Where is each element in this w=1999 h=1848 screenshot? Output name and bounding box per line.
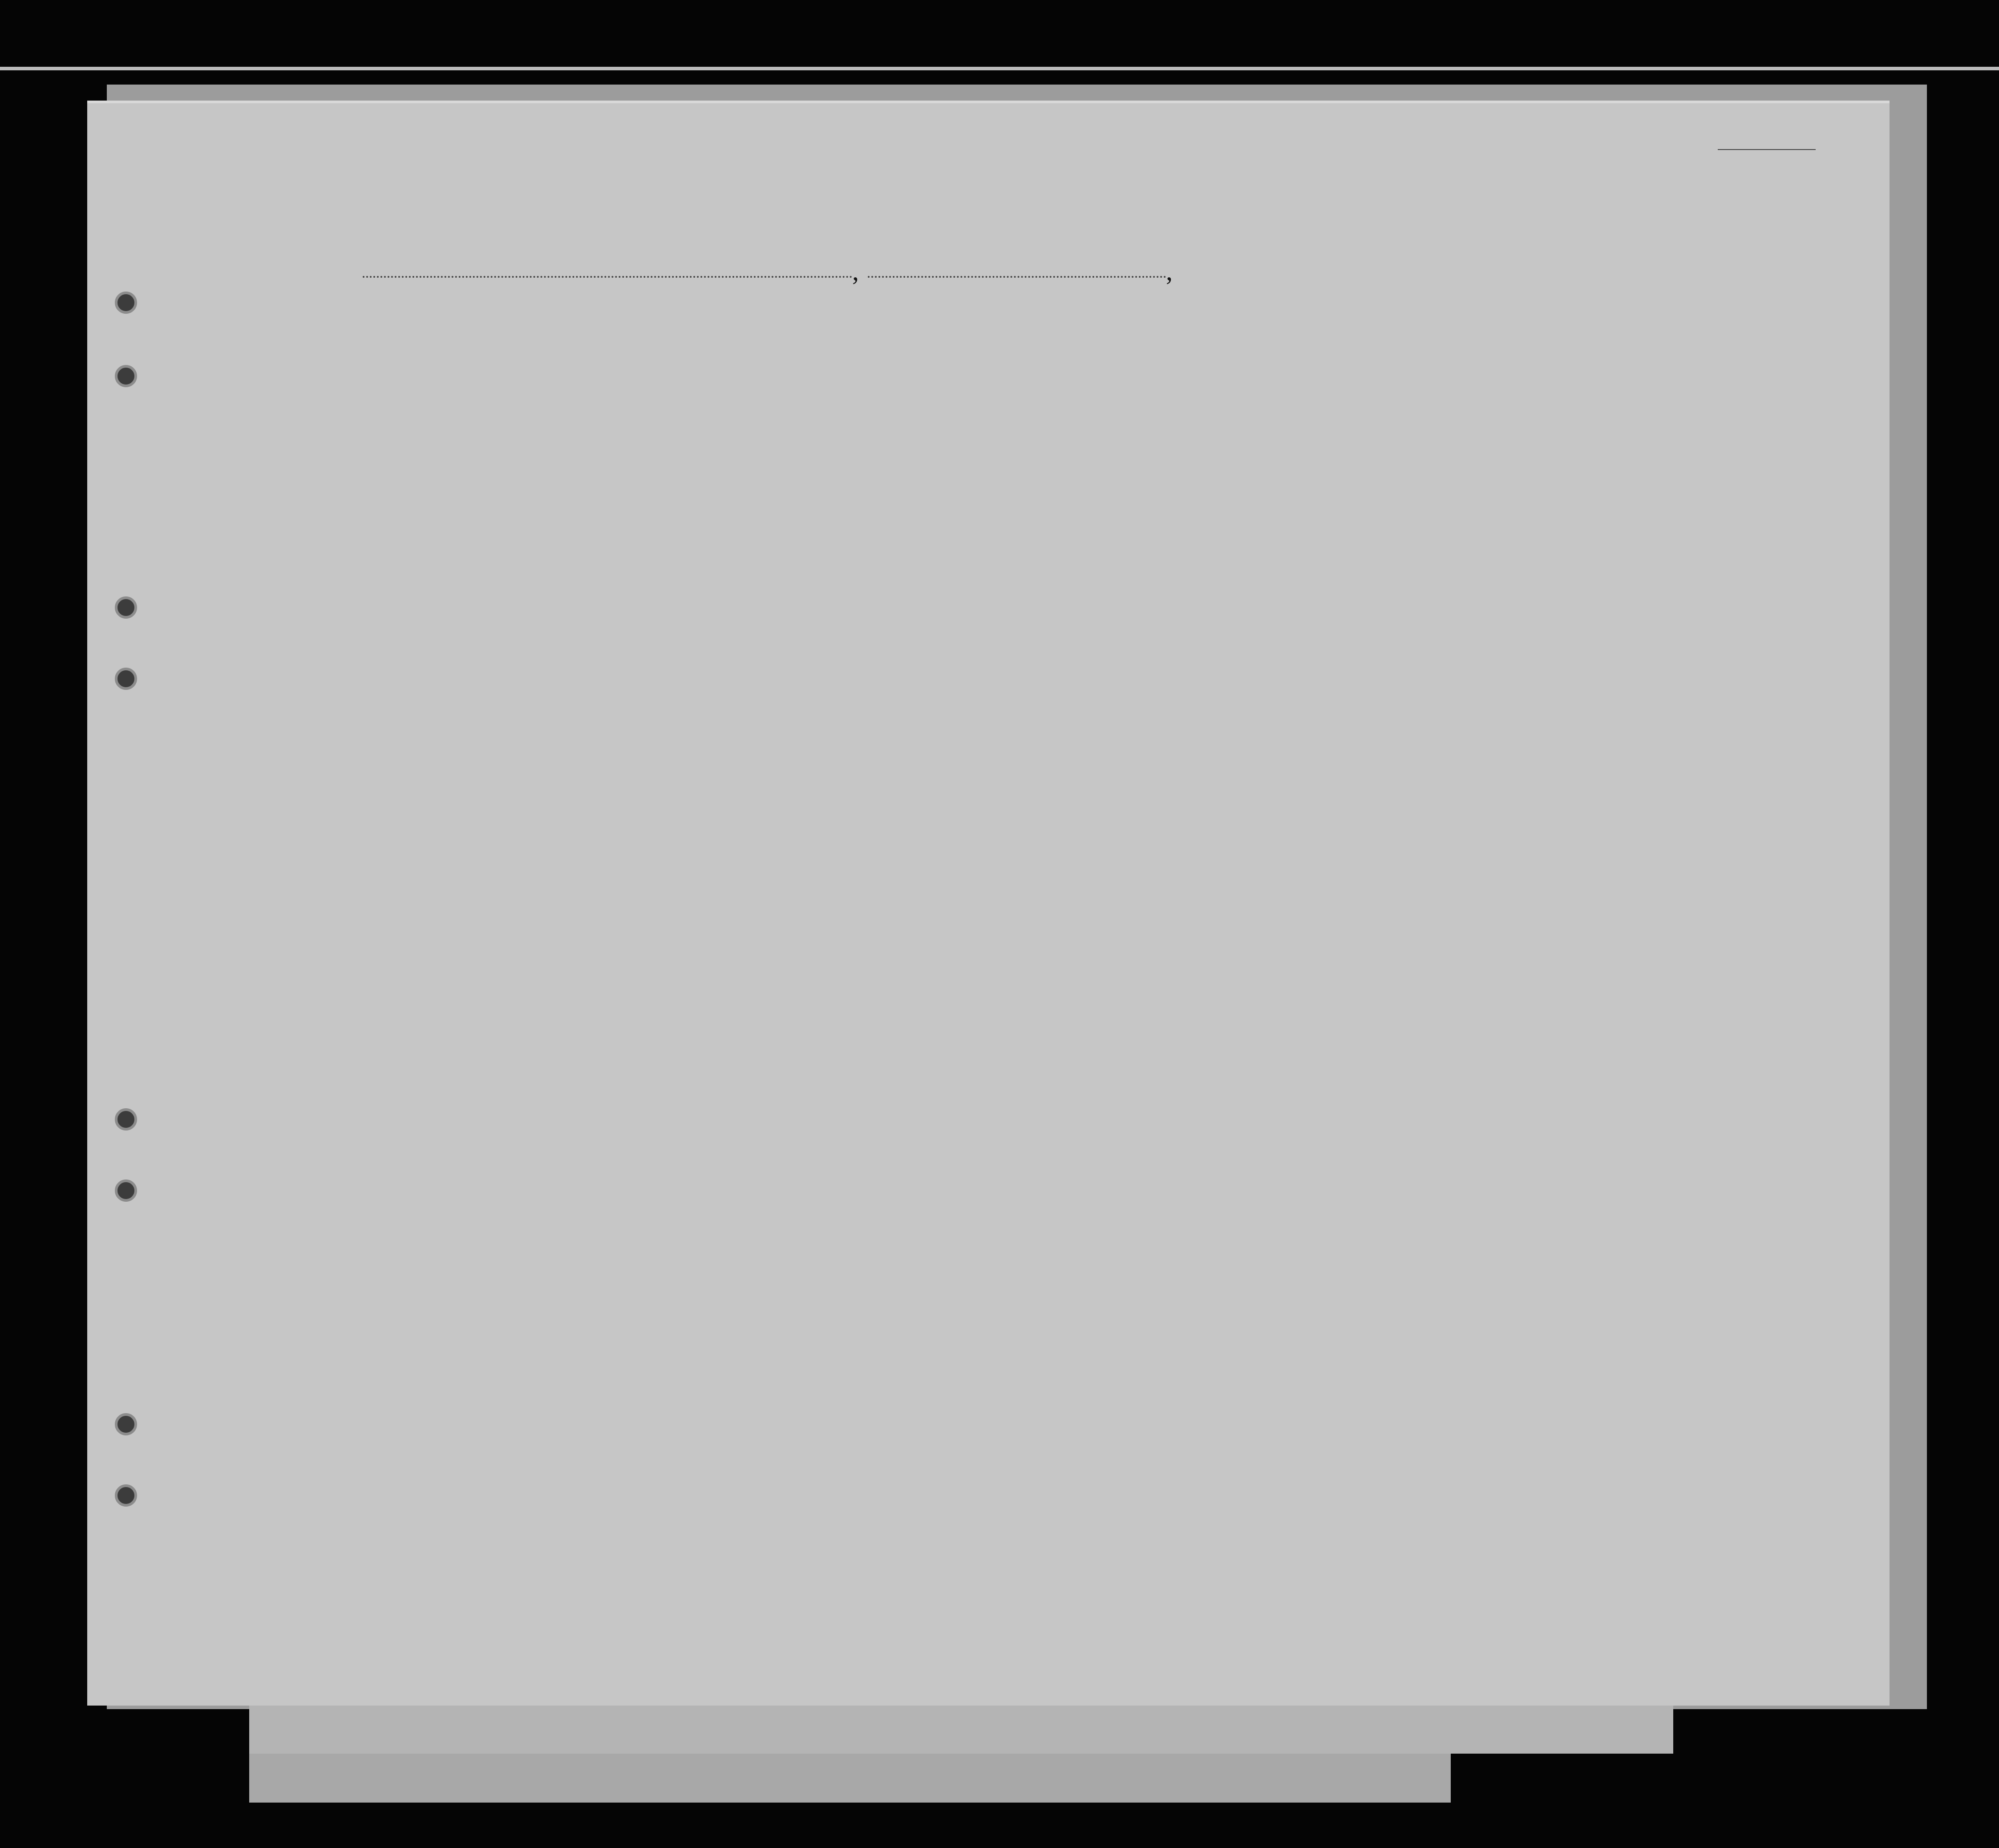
header-purpose-sub2	[1156, 347, 1192, 445]
binder-hole-icon	[115, 1413, 137, 1435]
header-ticket	[592, 335, 619, 446]
header-purpose-sub3	[1226, 347, 1253, 445]
header-overthrow	[1340, 347, 1376, 445]
binder-hole-icon	[115, 292, 137, 314]
binder-hole-icon	[115, 1108, 137, 1131]
binder-hole-icon	[115, 596, 137, 619]
header-offer	[1389, 347, 1425, 445]
underlying-page-strip	[249, 1754, 1451, 1803]
header-deported	[1434, 347, 1456, 445]
header-prison	[1260, 347, 1283, 445]
list-line	[1718, 149, 1816, 150]
underlying-page-strip	[249, 1700, 1673, 1754]
header-possession-50	[710, 335, 737, 446]
header-inches	[1602, 409, 1615, 445]
binder-hole-icon	[115, 668, 137, 690]
header-polygamist	[1294, 352, 1307, 445]
binder-hole-icon	[115, 1484, 137, 1507]
manifest-sheet	[87, 101, 1890, 1706]
header-purpose-sub1	[1115, 347, 1150, 445]
date-dotted-line	[868, 276, 1166, 278]
header-anarchist	[1316, 352, 1330, 445]
header-feet	[1580, 418, 1593, 445]
port-dotted-line	[363, 276, 852, 278]
binder-hole-icon	[115, 1179, 137, 1202]
binder-hole-icon	[115, 365, 137, 387]
page-edge	[0, 67, 1999, 70]
